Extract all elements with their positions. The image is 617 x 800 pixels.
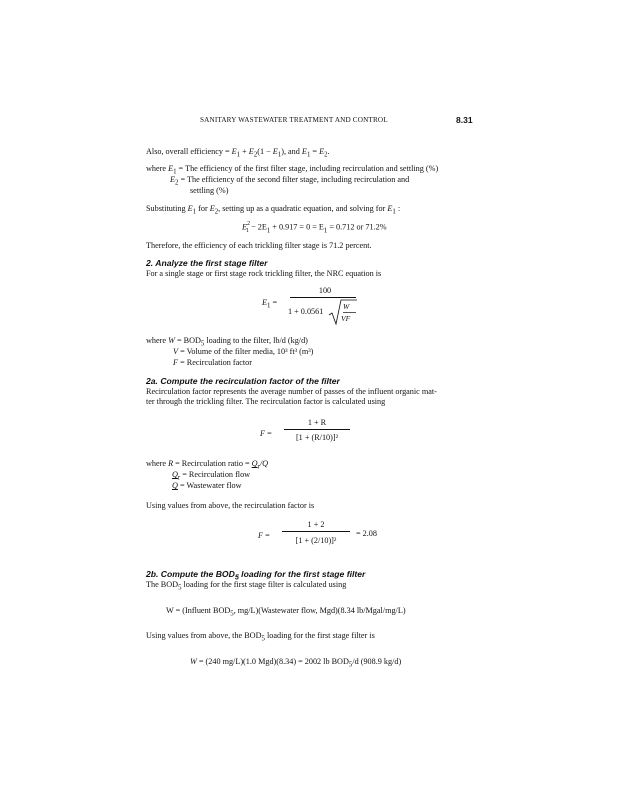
nrc-numerator: 100 — [318, 286, 332, 295]
feq1-fraction-bar — [284, 429, 350, 430]
therefore-line: Therefore, the efficiency of each trickling filter stage is 71.2 percent. — [146, 241, 372, 250]
where-e2-definition: $E_2$ = The efficiency of the second filter stage, including recirculation and — [170, 175, 410, 187]
def-qr: $Q_r$ = Recirculation flow — [172, 470, 251, 482]
section-2b-intro: The $BOD_5$ loading for the first stage filter is calculated using — [146, 580, 347, 592]
section-2-title: 2. Analyze the first stage filter — [146, 258, 268, 268]
def-v: V = Volume of the filter media, 10³ ft³ (m³) — [173, 347, 314, 356]
w-equation-values: W = (240 mg/L)(1.0 Mgd)(8.34) = 2002 lb $BOD_5/d$ (908.9 kg/d) — [190, 657, 402, 669]
feq2-fraction-bar — [282, 531, 350, 532]
feq1-denominator: [1 + (R/10)]² — [295, 433, 339, 442]
overall-efficiency-line: Also, overall efficiency = $E_1 + E_2(1 - E_1)$, and $E_1 = E_2$. — [146, 147, 330, 159]
section-2a-line2: ter through the trickling filter. The recirculation factor is calculated using — [146, 397, 386, 406]
nrc-inner-denominator: VF — [341, 314, 351, 323]
feq2-denominator: [1 + (2/10)]² — [295, 536, 337, 545]
section-2b-title: 2b. Compute the $BOD_5$ loading for the first stage filter — [146, 569, 366, 582]
def-w: where $W = BOD_5$ loading to the filter, lb/d (kg/d) — [146, 336, 308, 348]
nrc-lhs: $E_1$ = — [262, 298, 278, 310]
feq2-result: = 2.08 — [356, 529, 377, 538]
using-values-2: Using values from above, the $BOD_5$ loading for the first stage filter is — [146, 631, 375, 643]
def-r: where R = Recirculation ratio = $Q_r/Q$ — [146, 459, 269, 471]
section-2-intro: For a single stage or first stage rock trickling filter, the NRC equation is — [146, 269, 382, 278]
running-header: SANITARY WASTEWATER TREATMENT AND CONTROL — [200, 116, 388, 124]
def-f: F = Recirculation factor — [173, 358, 252, 367]
feq2-numerator: 1 + 2 — [307, 520, 325, 529]
feq2-lhs: F = — [258, 531, 270, 540]
nrc-inner-numerator: W — [343, 302, 350, 311]
feq1-lhs: F = — [260, 429, 272, 438]
using-values-1: Using values from above, the recirculation factor is — [146, 501, 315, 510]
w-equation-general: W = (Influent $BOD_5$, mg/L)(Wastewater flow, Mgd)(8.34 lb/Mgal/mg/L) — [166, 606, 406, 618]
section-2a-title: 2a. Compute the recirculation factor of the filter — [146, 376, 340, 386]
page-number: 8.31 — [456, 115, 473, 125]
quadratic-equation: $E^2_1 - 2E_1 + 0.917 = 0 = E_1 = 0.712$ or 71.2% — [242, 221, 387, 235]
section-2a-line1: Recirculation factor represents the average number of passes of the influent organic mat- — [146, 387, 437, 396]
nrc-denominator-prefix: 1 + 0.0561 — [288, 307, 324, 316]
where-e1-definition: where $E_1$ = The efficiency of the first filter stage, including recirculation and settling (%) — [146, 164, 439, 176]
feq1-numerator: 1 + R — [307, 418, 327, 427]
substituting-line: Substituting $E_1$ for $E_2$, setting up as a quadratic equation, and solving for $E_1$ : — [146, 204, 401, 216]
def-q: Q = Wastewater flow — [172, 481, 242, 490]
where-e2-definition-cont: settling (%) — [190, 186, 229, 195]
